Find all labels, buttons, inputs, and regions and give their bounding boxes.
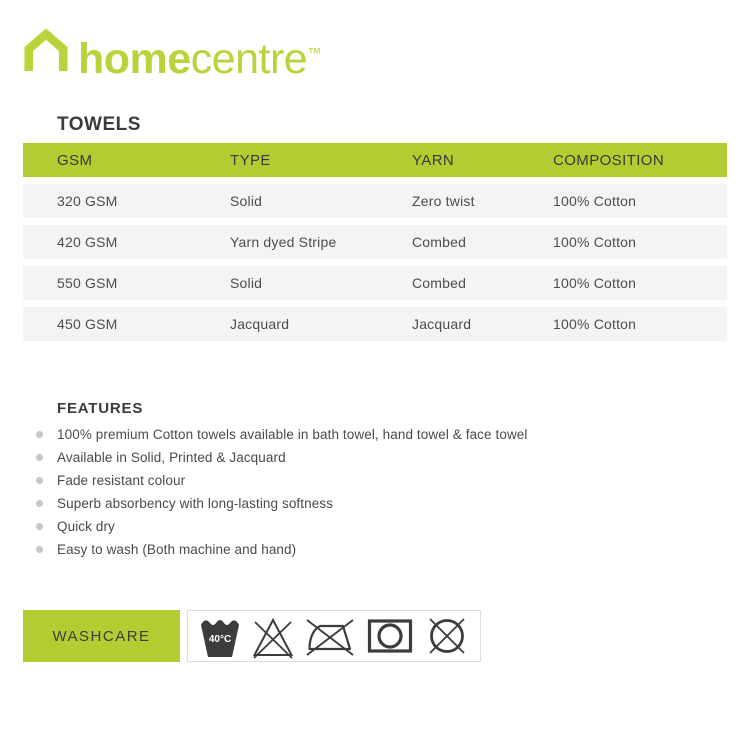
feature-item [36, 538, 528, 561]
washcare-section [23, 610, 481, 662]
brand-word-centre: centre [190, 35, 308, 83]
header-cell-composition: COMPOSITION [553, 151, 665, 169]
feature-item [36, 515, 528, 538]
brand-wordmark [78, 35, 322, 83]
washcare-icons-box [187, 610, 481, 662]
header-cell-type: TYPE [230, 151, 271, 169]
cell-composition: 100% Cotton [553, 275, 637, 291]
header-cell-gsm: GSM [57, 151, 93, 169]
feature-text: Quick dry [57, 519, 115, 534]
washcare-label: WASHCARE [23, 610, 180, 662]
feature-item [36, 469, 528, 492]
wash-40c-icon [197, 612, 243, 660]
feature-item [36, 446, 528, 469]
features-title: FEATURES [57, 400, 144, 417]
spec-table [23, 143, 727, 348]
page-title: TOWELS [57, 114, 141, 135]
table-row [23, 307, 727, 341]
wash-temp-label: 40°C [208, 634, 231, 645]
bullet-icon [36, 546, 43, 553]
table-row [23, 184, 727, 218]
cell-type: Solid [230, 193, 263, 209]
feature-text: Superb absorbency with long-lasting softness [57, 496, 334, 511]
table-row [23, 266, 727, 300]
home-icon [23, 27, 69, 73]
cell-yarn: Combed [412, 275, 467, 291]
bullet-icon [36, 454, 43, 461]
bullet-icon [36, 431, 43, 438]
feature-text: Available in Solid, Printed & Jacquard [57, 450, 286, 465]
feature-item [36, 492, 528, 515]
feature-text: Fade resistant colour [57, 473, 186, 488]
cell-gsm: 450 GSM [57, 316, 118, 332]
do-not-bleach-icon [251, 612, 295, 660]
bullet-icon [36, 500, 43, 507]
cell-type: Yarn dyed Stripe [230, 234, 337, 250]
do-not-iron-icon [304, 612, 356, 660]
cell-type: Solid [230, 275, 263, 291]
cell-yarn: Combed [412, 234, 467, 250]
features-list [36, 423, 528, 561]
feature-text: 100% premium Cotton towels available in bath towel, hand towel & face towel [57, 427, 528, 442]
brand-word-home: home [78, 35, 191, 83]
table-row [23, 225, 727, 259]
cell-gsm: 320 GSM [57, 193, 118, 209]
bullet-icon [36, 523, 43, 530]
bullet-icon [36, 477, 43, 484]
tumble-dry-icon [365, 612, 415, 660]
do-not-dry-clean-icon [423, 612, 471, 660]
cell-type: Jacquard [230, 316, 290, 332]
cell-yarn: Jacquard [412, 316, 472, 332]
brand-logo [23, 27, 322, 83]
feature-item [36, 423, 528, 446]
table-header-row [23, 143, 727, 177]
cell-yarn: Zero twist [412, 193, 475, 209]
cell-composition: 100% Cotton [553, 316, 637, 332]
cell-composition: 100% Cotton [553, 193, 637, 209]
cell-gsm: 550 GSM [57, 275, 118, 291]
header-cell-yarn: YARN [412, 151, 455, 169]
cell-composition: 100% Cotton [553, 234, 637, 250]
feature-text: Easy to wash (Both machine and hand) [57, 542, 297, 557]
trademark-symbol: ™ [307, 44, 322, 61]
cell-gsm: 420 GSM [57, 234, 118, 250]
